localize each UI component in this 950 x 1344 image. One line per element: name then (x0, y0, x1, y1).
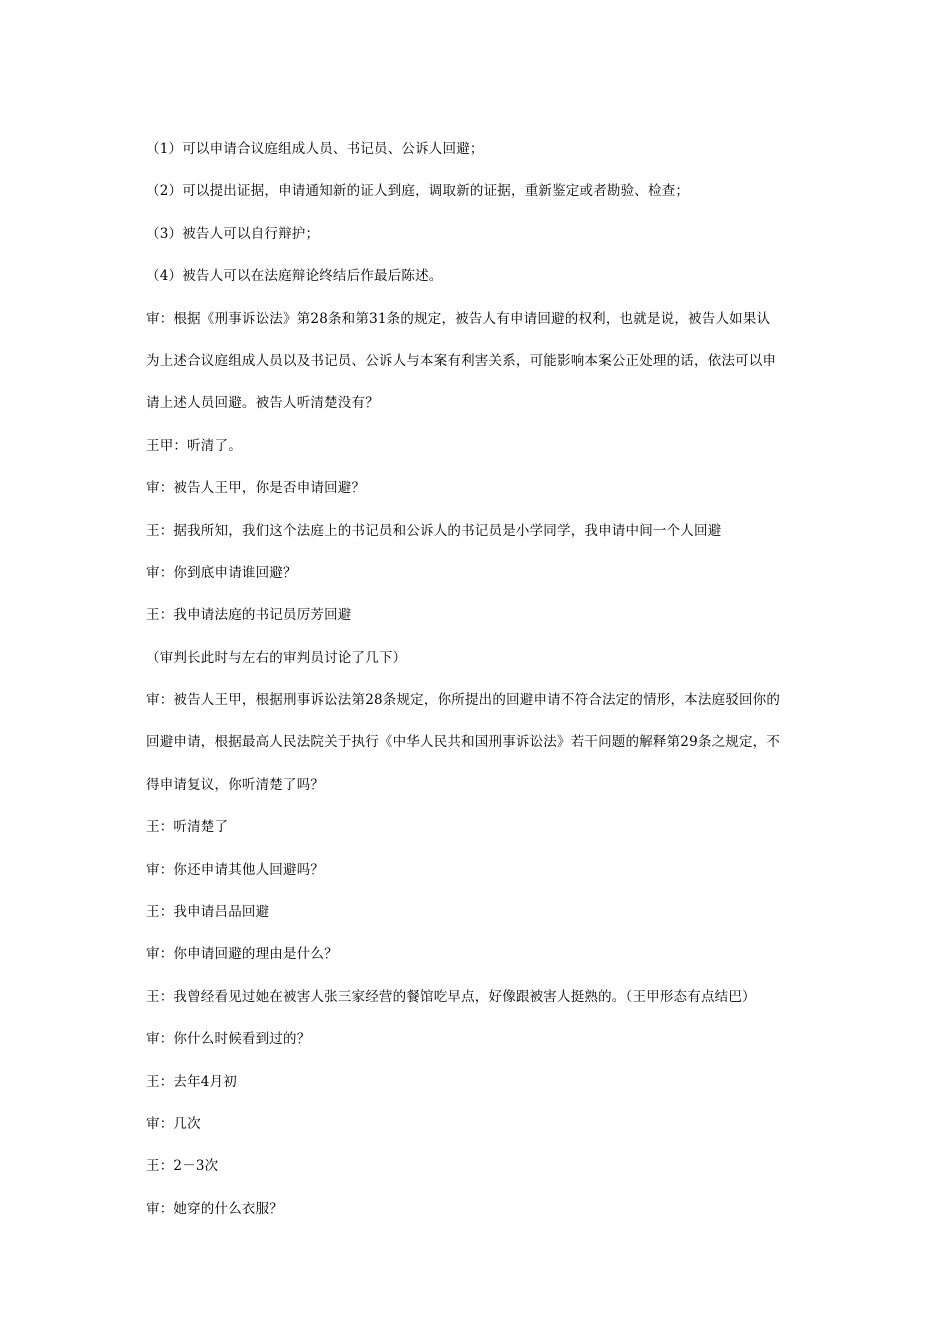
paragraph-line: 得申请复议，你听清楚了吗？ (146, 776, 325, 793)
paragraph-line: 回避申请，根据最高人民法院关于执行《中华人民共和国刑事诉讼法》若干问题的解释第29条之规定，不 (146, 734, 781, 751)
paragraph-line: 审：被告人王甲，根据刑事诉讼法第28条规定，你所提出的回避申请不符合法定的情形，本法庭驳回你的 (146, 692, 781, 709)
dialogue-line: 审：被告人王甲，你是否申请回避？ (146, 480, 366, 497)
dialogue-line: 王：去年4月初 (146, 1073, 237, 1090)
list-item-3: （3）被告人可以自行辩护； (146, 225, 320, 242)
dialogue-line: 王：据我所知，我们这个法庭上的书记员和公诉人的书记员是小学同学，我申请中间一个人回避 (146, 522, 722, 539)
dialogue-line: 审：几次 (146, 1115, 201, 1132)
dialogue-line: 审：你申请回避的理由是什么？ (146, 946, 338, 963)
list-item-1: （1）可以申请合议庭组成人员、书记员、公诉人回避； (146, 141, 484, 157)
dialogue-line: 审：她穿的什么衣服？ (146, 1200, 283, 1217)
stage-note: （审判长此时与左右的审判员讨论了几下） (146, 649, 407, 666)
dialogue-line: 王甲：听清了。 (146, 437, 242, 454)
list-item-4: （4）被告人可以在法庭辩论终结后作最后陈述。 (146, 268, 443, 285)
paragraph-line: 请上述人员回避。被告人听清楚没有？ (146, 395, 379, 412)
dialogue-line: 王：我曾经看见过她在被害人张三家经营的餐馆吃早点，好像跟被害人挺熟的。（王甲形态有点结巴） (146, 988, 756, 1005)
document-body (146, 128, 814, 1230)
dialogue-line: 王：我申请吕品回避 (146, 904, 270, 921)
dialogue-line: 王：我申请法庭的书记员厉芳回避 (146, 607, 352, 624)
dialogue-line: 审：你还申请其他人回避吗？ (146, 861, 325, 878)
list-item-2: （2）可以提出证据，申请通知新的证人到庭，调取新的证据，重新鉴定或者勘验、检查； (146, 183, 690, 200)
dialogue-line: 审：你到底申请谁回避？ (146, 564, 297, 581)
paragraph-line: 审：根据《刑事诉讼法》第28条和第31条的规定，被告人有申请回避的权利，也就是说，被告人如果认 (146, 310, 771, 327)
dialogue-line: 王：2－3次 (146, 1158, 219, 1175)
dialogue-line: 王：听清楚了 (146, 819, 229, 836)
dialogue-line: 审：你什么时候看到过的？ (146, 1031, 311, 1048)
paragraph-line: 为上述合议庭组成人员以及书记员、公诉人与本案有利害关系，可能影响本案公正处理的话，依法可以申 (146, 352, 777, 369)
